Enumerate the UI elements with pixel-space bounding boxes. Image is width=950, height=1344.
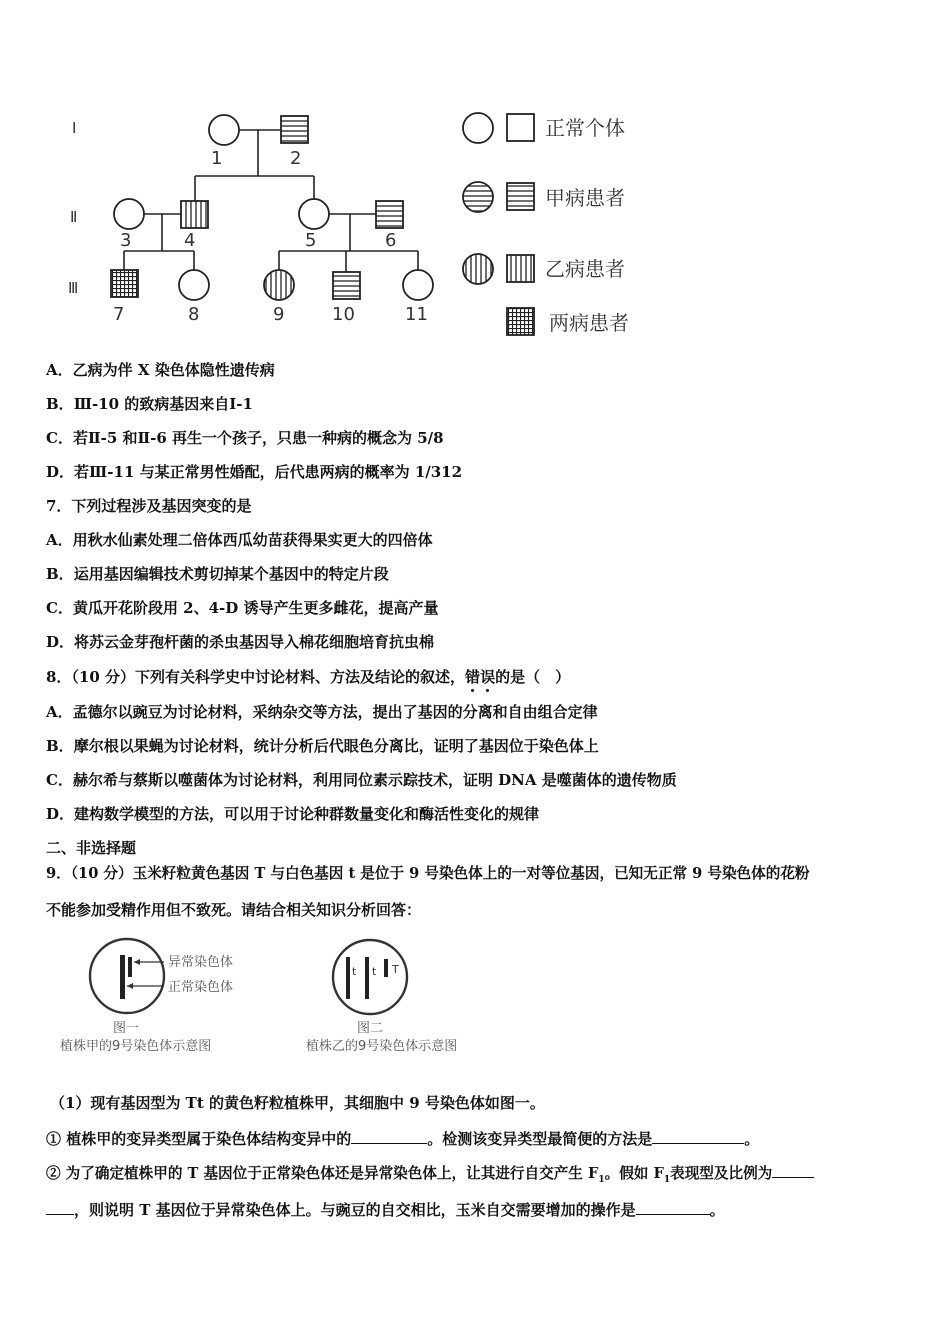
fig1-caption: 植株甲的9号染色体示意图 bbox=[60, 1039, 212, 1054]
q8-option-c: C．赫尔希与蔡斯以噬菌体为讨论材料，利用同位素示踪技术，证明 DNA 是噬菌体的遗传物质 bbox=[46, 771, 677, 789]
fig1-abnormal-label: 异常染色体 bbox=[168, 955, 234, 970]
individual-II-5 bbox=[299, 199, 329, 229]
num-5: 5 bbox=[305, 230, 317, 251]
legend-disease-b: 乙病患者 bbox=[545, 257, 625, 281]
legend-both: 两病患者 bbox=[549, 311, 629, 335]
num-11: 11 bbox=[405, 304, 428, 325]
q8-option-b: B．摩尔根以果蝇为讨论材料，统计分析后代眼色分离比，证明了基因位于染色体上 bbox=[46, 737, 599, 755]
q6-option-d: D．若Ⅲ-11 与某正常男性婚配，后代患两病的概率为 1/312 bbox=[46, 463, 463, 481]
individual-III-9 bbox=[264, 270, 294, 300]
individual-II-6 bbox=[376, 201, 403, 228]
legend bbox=[463, 113, 629, 335]
q7-option-c: C．黄瓜开花阶段用 2、4-D 诱导产生更多雌花，提高产量 bbox=[46, 599, 439, 617]
q9-sub1: （1）现有基因型为 Tt 的黄色籽粒植株甲，其细胞中 9 号染色体如图一。 bbox=[50, 1094, 545, 1112]
num-3: 3 bbox=[120, 230, 132, 251]
fig1-caption-title: 图一 bbox=[113, 1021, 140, 1036]
q7-option-b: B．运用基因编辑技术剪切掉某个基因中的特定片段 bbox=[46, 565, 389, 583]
num-7: 7 bbox=[113, 304, 125, 325]
individual-III-8 bbox=[179, 270, 209, 300]
individual-III-11 bbox=[403, 270, 433, 300]
individual-II-4 bbox=[181, 201, 208, 228]
gen-label-II: Ⅱ bbox=[70, 208, 78, 226]
q7-stem: 7．下列过程涉及基因突变的是 bbox=[46, 497, 252, 515]
figure-2 bbox=[300, 935, 480, 1060]
fig2-gene-3: T bbox=[392, 963, 399, 976]
pedigree-diagram bbox=[0, 0, 700, 340]
fig2-caption: 植株乙的9号染色体示意图 bbox=[306, 1039, 458, 1054]
q9-item1: ① 植株甲的变异类型属于染色体结构变异中的 。检测该变异类型最简便的方法是 。 bbox=[46, 1127, 759, 1149]
individual-II-3 bbox=[114, 199, 144, 229]
individual-I-2 bbox=[281, 116, 308, 143]
q7-option-d: D．将苏云金芽孢杆菌的杀虫基因导入棉花细胞培育抗虫棉 bbox=[46, 633, 435, 651]
fig2-gene-1: t bbox=[352, 965, 357, 978]
q9-stem-line2: 不能参加受精作用但不致死。请结合相关知识分析回答： bbox=[46, 901, 422, 919]
emphasis-char: 错 bbox=[465, 668, 481, 686]
num-6: 6 bbox=[385, 230, 397, 251]
q6-option-a: A．乙病为伴 X 染色体隐性遗传病 bbox=[46, 361, 275, 379]
num-10: 10 bbox=[332, 304, 355, 325]
emphasis-char: 误 bbox=[480, 668, 496, 686]
fig2-gene-2: t bbox=[372, 965, 377, 978]
num-2: 2 bbox=[290, 148, 302, 169]
fig1-normal-label: 正常染色体 bbox=[168, 980, 234, 995]
individual-III-7 bbox=[111, 270, 138, 297]
legend-disease-a: 甲病患者 bbox=[545, 186, 625, 210]
answer-blank[interactable] bbox=[636, 1198, 710, 1215]
q8-option-a: A．孟德尔以豌豆为讨论材料，采纳杂交等方法，提出了基因的分离和自由组合定律 bbox=[46, 703, 598, 721]
q8-stem: 8．（10 分）下列有关科学史中讨论材料、方法及结论的叙述，错误的是（ ） bbox=[46, 668, 571, 686]
answer-blank[interactable] bbox=[772, 1161, 814, 1178]
num-1: 1 bbox=[211, 148, 223, 169]
q8-option-d: D．建构数学模型的方法，可以用于讨论种群数量变化和酶活性变化的规律 bbox=[46, 805, 540, 823]
q6-option-b: B．Ⅲ-10 的致病基因来自Ⅰ-1 bbox=[46, 395, 253, 413]
num-4: 4 bbox=[184, 230, 196, 251]
q9-item3: ，则说明 T 基因位于异常染色体上。与豌豆的自交相比，玉米自交需要增加的操作是 。 bbox=[46, 1198, 725, 1220]
individual-I-1 bbox=[209, 115, 239, 145]
section-title: 二、非选择题 bbox=[46, 839, 137, 857]
q9-stem-line1: 9．（10 分）玉米籽粒黄色基因 T 与白色基因 t 是位于 9 号染色体上的一对等位基因，已知无正常 9 号染色体的花粉 bbox=[46, 865, 810, 882]
legend-normal: 正常个体 bbox=[545, 116, 625, 140]
q9-item2: ② 为了确定植株甲的 T 基因位于正常染色体还是异常染色体上，让其进行自交产生 $F_1$。假如 $F_1$表现型及比例为 bbox=[46, 1161, 814, 1190]
fig2-caption-title: 图二 bbox=[357, 1021, 384, 1036]
num-9: 9 bbox=[273, 304, 285, 325]
individual-III-10 bbox=[333, 272, 360, 299]
answer-blank[interactable] bbox=[652, 1127, 744, 1144]
answer-blank[interactable] bbox=[46, 1198, 74, 1215]
figure-1 bbox=[50, 935, 250, 1060]
q6-option-c: C．若Ⅱ-5 和Ⅱ-6 再生一个孩子，只患一种病的概念为 5/8 bbox=[46, 429, 444, 447]
num-8: 8 bbox=[188, 304, 200, 325]
gen-label-III: Ⅲ bbox=[68, 279, 79, 297]
q7-option-a: A．用秋水仙素处理二倍体西瓜幼苗获得果实更大的四倍体 bbox=[46, 531, 433, 549]
answer-blank[interactable] bbox=[351, 1127, 427, 1144]
gen-label-I: Ⅰ bbox=[72, 119, 77, 137]
